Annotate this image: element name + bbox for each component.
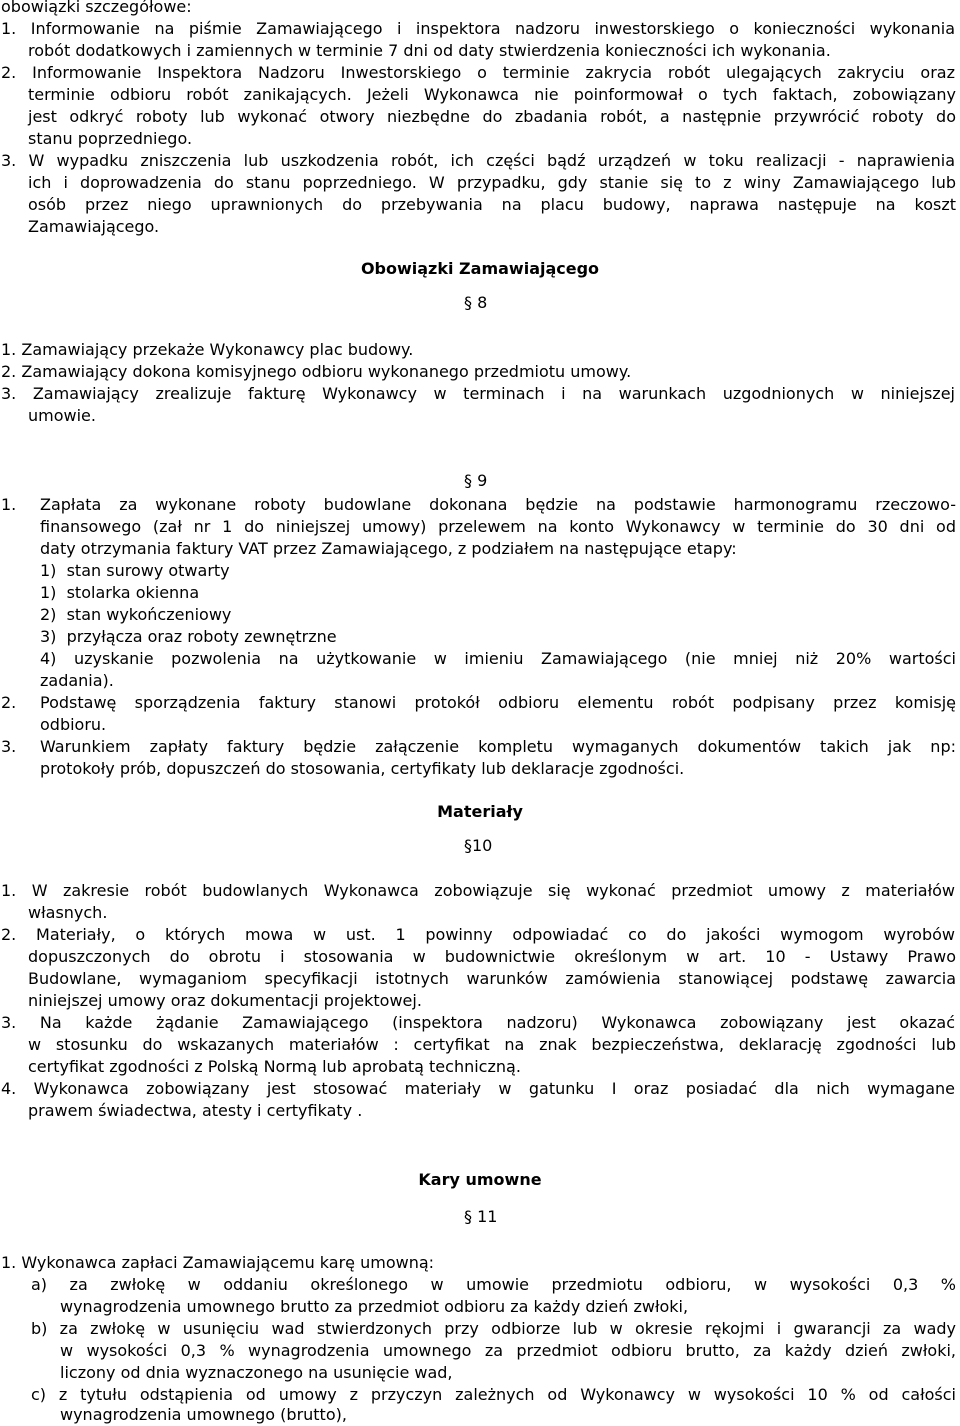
text-line: 4. Wykonawca zobowiązany jest stosować materiały w gatunku I oraz posiadać dla nich wymagane <box>1 1079 955 1098</box>
list-item: c) z tytułu odstąpienia od umowy z przyczyn zależnych od Wykonawcy w wysokości 10 % od całości <box>31 1385 956 1404</box>
list-item: 4) uzyskanie pozwolenia na użytkowanie w imieniu Zamawiającego (nie mniej niż 20% wartości <box>40 649 956 668</box>
intro-line: obowiązki szczegółowe: <box>1 0 192 16</box>
list-item: 1) stan surowy otwarty <box>40 561 230 580</box>
text-line: protokoły prób, dopuszczeń do stosowania, certyfikaty lub deklaracje zgodności. <box>40 759 685 778</box>
text-line: Zamawiającego. <box>28 217 160 236</box>
text-line: niniejszej umowy oraz dokumentacji projektowej. <box>28 991 422 1010</box>
text-line: daty otrzymania faktury VAT przez Zamawiającego, z podziałem na następujące etapy: <box>40 539 737 558</box>
text-line: dopuszczonych do obrotu i stosowania w budownictwie określonym w art. 10 - Ustawy Prawo <box>28 947 956 966</box>
text-line: terminie odbioru robót zanikających. Jeżeli Wykonawca nie poinformował o tych faktach, zobowiązany <box>28 85 956 104</box>
text-line: ich i doprowadzenia do stanu poprzedniego. W przypadku, gdy stanie się to z winy Zamawiającego lub <box>28 173 956 192</box>
text-line: robót dodatkowych i zamiennych w terminie 7 dni od daty stwierdzenia konieczności ich wykonania. <box>28 41 831 60</box>
text-line: stanu poprzedniego. <box>28 129 193 148</box>
text-line: w wysokości 0,3 % wynagrodzenia umownego za przedmiot odbioru brutto, za każdy dzień zwłoki, <box>60 1341 956 1360</box>
text-line: 3. Zamawiający zrealizuje fakturę Wykonawcy w terminach i na warunkach uzgodnionych w niniejszej <box>1 384 955 403</box>
text-line: Budowlane, wymaganiom specyfikacji istotnych warunków zamówienia stanowiącej podstawę zawarcia <box>28 969 956 988</box>
item-number: 2. <box>1 693 17 712</box>
text-line: 1. Zamawiający przekaże Wykonawcy plac budowy. <box>1 340 414 359</box>
list-item: 3) przyłącza oraz roboty zewnętrzne <box>40 627 337 646</box>
section-heading: Kary umowne <box>418 1170 542 1189</box>
text-line: własnych. <box>28 903 108 922</box>
list-item: b) za zwłokę w usunięciu wad stwierdzonych przy odbiorze lub w okresie rękojmi i gwarancji za wady <box>31 1319 956 1338</box>
text-line: 1. Informowanie na piśmie Zamawiającego i inspektora nadzoru inwestorskiego o konieczności wykonania <box>1 19 955 38</box>
text-line: Warunkiem zapłaty faktury będzie załączenie kompletu wymaganych dokumentów takich jak np: <box>40 737 956 756</box>
item-number: 1. <box>1 495 17 514</box>
text-line: osób przez niego uprawnionych do przebywania na placu budowy, naprawa następuje na koszt <box>28 195 956 214</box>
text-line: 3. Na każde żądanie Zamawiającego (inspektora nadzoru) Wykonawca zobowiązany jest okazać <box>1 1013 955 1032</box>
section-heading: Materiały <box>437 802 523 821</box>
paragraph-number: §10 <box>464 836 493 855</box>
text-line: 2. Informowanie Inspektora Nadzoru Inwestorskiego o terminie zakrycia robót ulegających zakryciu oraz <box>1 63 955 82</box>
paragraph-number: § 9 <box>464 471 488 490</box>
text-line: wynagrodzenia umownego (brutto), <box>60 1405 347 1424</box>
list-item: a) za zwłokę w oddaniu określonego w umowie przedmiotu odbioru, w wysokości 0,3 % <box>31 1275 956 1294</box>
text-line: 3. W wypadku zniszczenia lub uszkodzenia robót, ich części bądź urządzeń w toku realizacji - naprawienia <box>1 151 955 170</box>
text-line: liczony od dnia wyznaczonego na usunięcie wad, <box>60 1363 453 1382</box>
text-line: zadania). <box>40 671 114 690</box>
text-line: wynagrodzenia umownego brutto za przedmiot odbioru za każdy dzień zwłoki, <box>60 1297 689 1316</box>
text-line: prawem świadectwa, atesty i certyfikaty . <box>28 1101 363 1120</box>
text-line: Podstawę sporządzenia faktury stanowi protokół odbioru elementu robót podpisany przez komisję <box>40 693 956 712</box>
item-number: 3. <box>1 737 17 756</box>
text-line: odbioru. <box>40 715 107 734</box>
text-line: w stosunku do wskazanych materiałów : certyfikat na znak bezpieczeństwa, deklarację zgodności lub <box>28 1035 956 1054</box>
section-heading: Obowiązki Zamawiającego <box>360 259 600 278</box>
text-line: 2. Materiały, o których mowa w ust. 1 powinny odpowiadać co do jakości wymogom wyrobów <box>1 925 955 944</box>
text-line: certyfikat zgodności z Polską Normą lub aprobatą techniczną. <box>28 1057 521 1076</box>
text-line: 1. Wykonawca zapłaci Zamawiającemu karę umowną: <box>1 1253 435 1272</box>
paragraph-number: § 11 <box>464 1207 498 1226</box>
list-item: 2) stan wykończeniowy <box>40 605 232 624</box>
text-line: finansowego (zał nr 1 do niniejszej umowy) przelewem na konto Wykonawcy w terminie do 30 dni od <box>40 517 956 536</box>
text-line: Zapłata za wykonane roboty budowlane dokonana będzie na podstawie harmonogramu rzeczowo- <box>40 495 956 514</box>
text-line: 2. Zamawiający dokona komisyjnego odbioru wykonanego przedmiotu umowy. <box>1 362 632 381</box>
text-line: jest odkryć roboty lub wykonać otwory niezbędne do zbadania robót, a następnie przywrócić roboty do <box>28 107 956 126</box>
text-line: 1. W zakresie robót budowlanych Wykonawca zobowiązuje się wykonać przedmiot umowy z materiałów <box>1 881 955 900</box>
paragraph-number: § 8 <box>464 293 488 312</box>
list-item: 1) stolarka okienna <box>40 583 200 602</box>
text-line: umowie. <box>28 406 96 425</box>
